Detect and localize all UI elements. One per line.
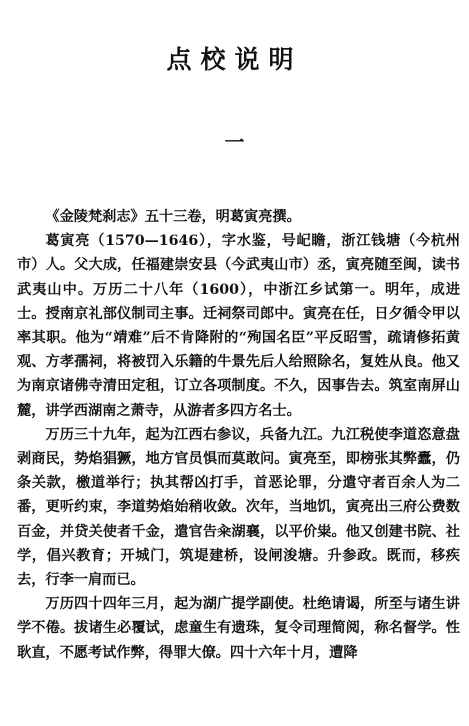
paragraph-2: 葛寅亮（1570—1646），字水鉴，号屺瞻，浙江钱塘（今杭州市）人。父大成，任福建崇安县（今武夷山市）丞，寅亮随至闽，读书武夷山中。万历二十八年（1600），中浙江乡试第一。明年，成进士。授南京礼部仪制司主事。迁祠祭司郎中。寅亮在任，日夕循令甲以率其职。他为“靖难”后不肯降附的“殉国名臣”平反昭雪，疏请修拓黄观、方孝孺祠，将被罚入乐籍的牛景先后人给照除名，复姓从良。他又为南京诸佛寺清田定租，订立各项制度。不久，因事告去。筑室南屏山麓，讲学西湖南之萧寺，从游者多四方名士。 <box>17 233 460 419</box>
body-text <box>17 205 460 665</box>
section-number: 一 <box>224 130 245 154</box>
page-title: 点校说明 <box>166 45 303 74</box>
paragraph-1: 《金陵梵刹志》五十三卷，明葛寅亮撰。 <box>45 209 301 225</box>
paragraph-4: 万历四十四年三月，起为湖广提学副使。杜绝请谒，所至与诸生讲学不倦。拔诸生必覆试，虑童生有遗珠，复令司理简阅，称名督学。性耿直，不愿考试作弊，得罪大僚。四十六年十月，遭降 <box>17 596 460 661</box>
paragraph-3: 万历三十九年，起为江西右参议，兵备九江。九江税使李道恣意盘剥商民，势焰猖獗，地方官员惧而莫敢问。寅亮至，即榜张其弊蠹，仍条关款，檄道举行；执其帮凶打手，首恶论罪，分遣守者百余人为二番，更听约束，李道势焰始稍收敛。次年，当地饥，寅亮出三府公费数百金，并贷关使者千金，遣官告籴湖襄，以平价粜。他又创建书院、社学，倡兴教育；开城门，筑堤建桥，设闸浚塘。升参政。既而，移疾去，行李一肩而已。 <box>17 426 460 589</box>
